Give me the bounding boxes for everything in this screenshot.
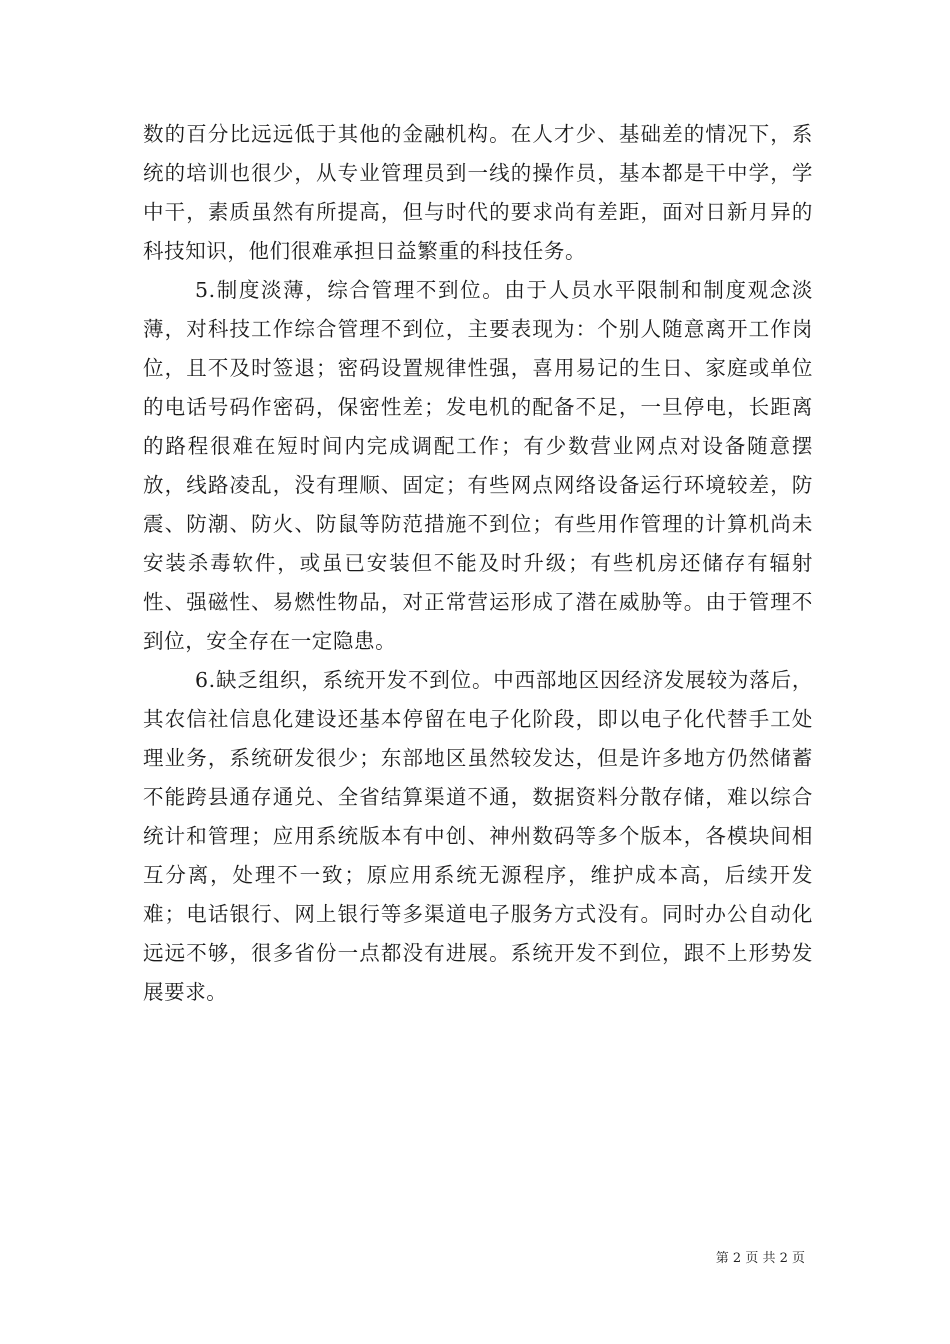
page-number-footer: 第 2 页 共 2 页 — [715, 1251, 805, 1266]
paragraph-item-6: 6.缺乏组织，系统开发不到位。中西部地区因经济发展较为落后，其农信社信息化建设还基本停留在电子化阶段，即以电子化代替手工处理业务，系统研发很少；东部地区虽然较发达，但是许多地方仍然储蓄不能跨县通存通兑、全省结算渠道不通，数据资料分散存储，难以综合统计和管理；应用系统版本有中创、神州数码等多个版本，各模块间相互分离，处理不一致；原应用系统无源程序，维护成本高，后续开发难；电话银行、网上银行等多渠道电子服务方式没有。同时办公自动化远远不够，很多省份一点都没有进展。系统开发不到位，跟不上形势发展要求。 — [143, 668, 813, 1004]
paragraph-continuation: 数的百分比远远低于其他的金融机构。在人才少、基础差的情况下，系统的培训也很少，从专业管理员到一线的操作员，基本都是干中学，学中干，素质虽然有所提高，但与时代的要求尚有差距，面对日新月异的科技知识，他们很难承担日益繁重的科技任务。 — [143, 122, 813, 263]
document-body — [143, 115, 813, 1012]
paragraph-item-5: 5.制度淡薄，综合管理不到位。由于人员水平限制和制度观念淡薄，对科技工作综合管理不到位，主要表现为：个别人随意离开工作岗位，且不及时签退；密码设置规律性强，喜用易记的生日、家庭或单位的电话号码作密码，保密性差；发电机的配备不足，一旦停电，长距离的路程很难在短时间内完成调配工作；有少数营业网点对设备随意摆放，线路凌乱，没有理顺、固定；有些网点网络设备运行环境较差，防震、防潮、防火、防鼠等防范措施不到位；有些用作管理的计算机尚未安装杀毒软件，或虽已安装但不能及时升级；有些机房还储存有辐射性、强磁性、易燃性物品，对正常营运形成了潜在威胁等。由于管理不到位，安全存在一定隐患。 — [143, 278, 813, 653]
